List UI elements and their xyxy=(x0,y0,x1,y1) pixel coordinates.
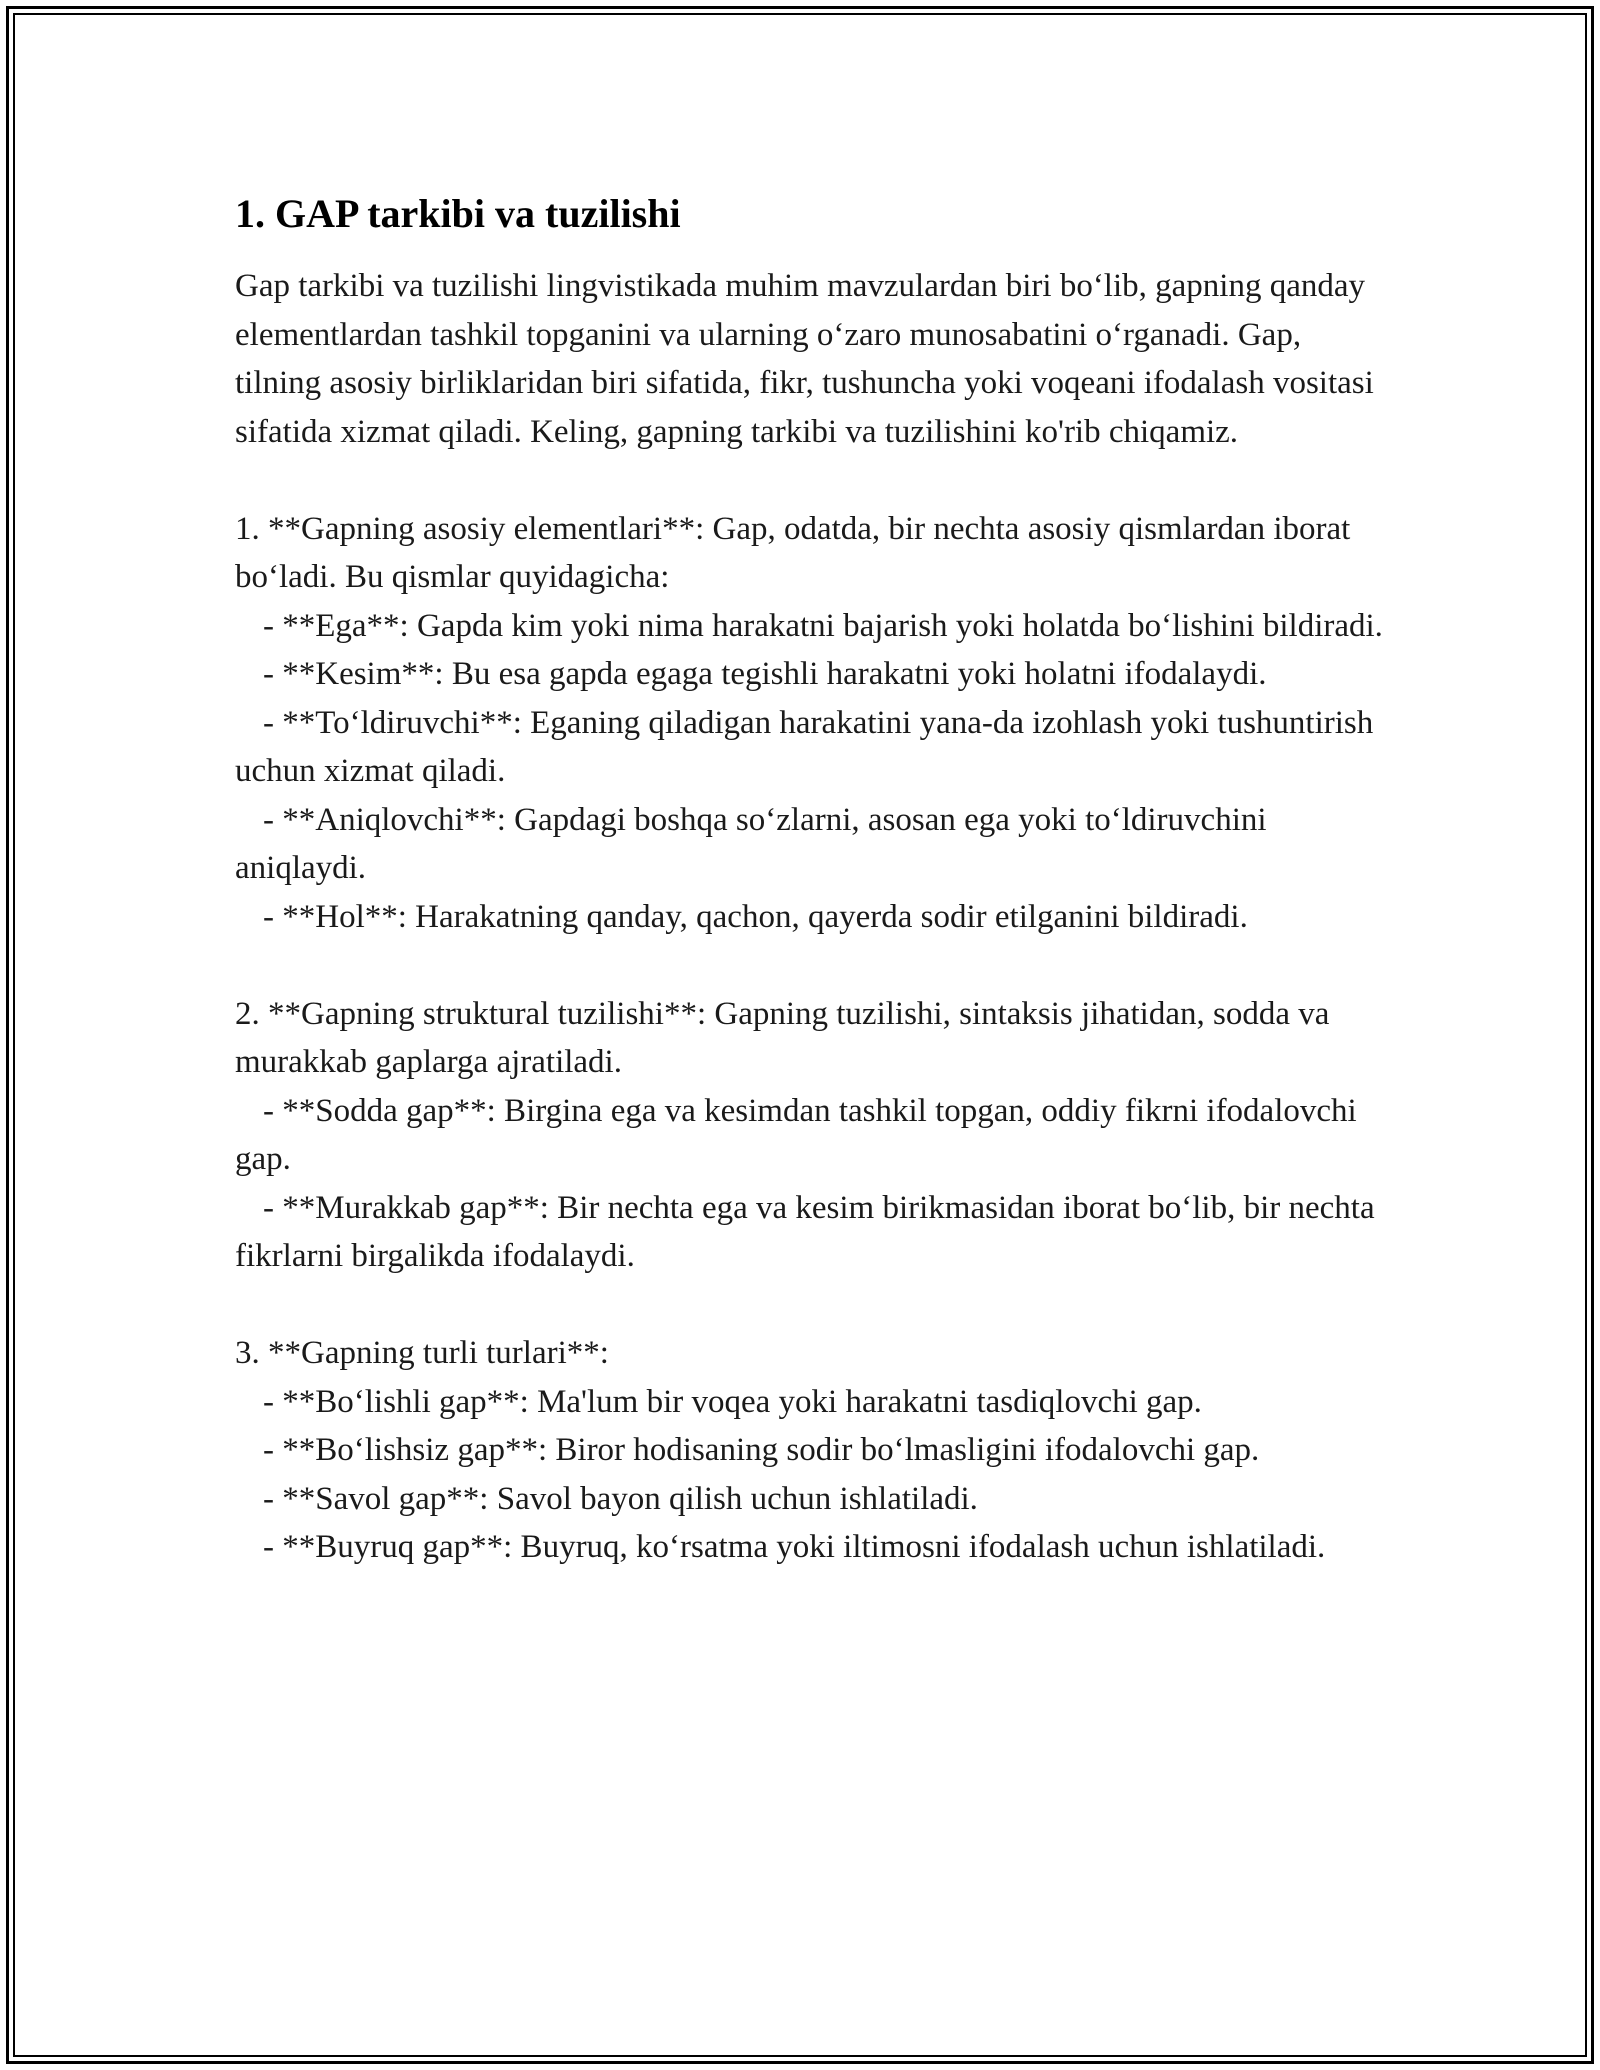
section-1 xyxy=(235,505,1385,942)
list-item: - **Bo‘lishli gap**: Ma'lum bir voqea yoki harakatni tasdiqlovchi gap. xyxy=(263,1383,1202,1420)
list-item: - **Savol gap**: Savol bayon qilish uchun ishlatiladi. xyxy=(263,1480,978,1517)
list-item: - **Sodda gap**: Birgina ega va kesimdan tashkil topgan, oddiy fikrni ifodalovchi gap. xyxy=(235,1092,1357,1177)
section-title: 2. **Gapning struktural tuzilishi**: Gapning tuzilishi, sintaksis jihatidan, sodda va murakkab gaplarga ajratiladi. xyxy=(235,995,1338,1080)
list-item: - **Ega**: Gapda kim yoki nima harakatni bajarish yoki holatda bo‘lishini bildiradi. xyxy=(263,607,1383,644)
list-item: - **Bo‘lishsiz gap**: Biror hodisaning sodir bo‘lmasligini ifodalovchi gap. xyxy=(263,1432,1260,1468)
section-3 xyxy=(235,1329,1385,1572)
section-2 xyxy=(235,990,1385,1281)
list-item: - **Buyruq gap**: Buyruq, ko‘rsatma yoki iltimosni ifodalash uchun ishlatiladi. xyxy=(263,1529,1326,1565)
list-item: - **Kesim**: Bu esa gapda egaga tegishli harakatni yoki holatni ifodalaydi. xyxy=(263,656,1267,692)
list-item: - **Aniqlovchi**: Gapdagi boshqa so‘zlarni, asosan ega yoki to‘ldiruvchini aniqlaydi. xyxy=(235,801,1267,886)
page-title: 1. GAP tarkibi va tuzilishi xyxy=(235,191,681,236)
intro-paragraph: Gap tarkibi va tuzilishi lingvistikada muhim mavzulardan biri bo‘lib, gapning qanday elementlardan tashkil topganini va ularning o‘zaro munosabatini o‘rganadi. Gap, tilning asosiy birliklaridan biri sifatida, fikr, tushuncha yoki voqeani ifodalash vositasi sifatida xizmat qiladi. Keling, gapning tarkibi va tuzilishini ko'rib chiqamiz. xyxy=(235,268,1374,450)
document-body xyxy=(235,190,1385,1572)
list-item: - **Murakkab gap**: Bir nechta ega va kesim birikmasidan iborat bo‘lib, bir nechta fikrlarni birgalikda ifodalaydi. xyxy=(235,1189,1375,1274)
section-title: 3. **Gapning turli turlari**: xyxy=(235,1335,609,1371)
list-item: - **To‘ldiruvchi**: Eganing qiladigan harakatini yana-da izohlash yoki tushuntirish uchun xizmat qiladi. xyxy=(235,704,1374,789)
list-item: - **Hol**: Harakatning qanday, qachon, qayerda sodir etilganini bildiradi. xyxy=(263,898,1248,935)
section-title: 1. **Gapning asosiy elementlari**: Gap, odatda, bir nechta asosiy qismlardan iborat bo‘ladi. Bu qismlar quyidagicha: xyxy=(235,510,1359,595)
